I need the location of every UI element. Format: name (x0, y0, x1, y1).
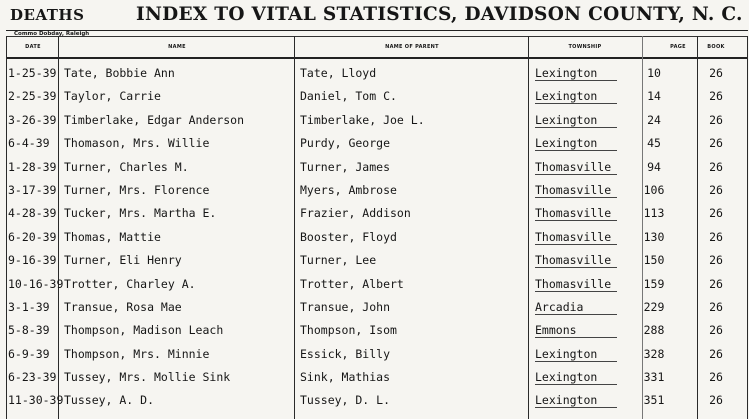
name-cell: Tussey, A. D. (64, 393, 155, 408)
township-cell: Thomasville (535, 229, 612, 244)
parent-cell: Sink, Mathias (300, 370, 391, 385)
date-cell: 6-20-39 (8, 229, 57, 244)
book-cell: 26 (709, 323, 723, 338)
page-cell: 94 (647, 159, 661, 174)
township-cell: Emmons (535, 323, 577, 338)
township-underline (535, 103, 617, 104)
page-cell: 159 (643, 276, 665, 291)
book-cell: 26 (709, 89, 723, 104)
book-cell: 26 (709, 159, 723, 174)
township-cell: Thomasville (535, 253, 612, 268)
date-cell: 3-26-39 (8, 112, 57, 127)
name-cell: Trotter, Charley A. (64, 276, 196, 291)
parent-cell: Tate, Lloyd (300, 66, 377, 80)
page-cell: 113 (643, 206, 665, 221)
page-title: INDEX TO VITAL STATISTICS, DAVIDSON COUNTY, N. C. (136, 4, 743, 25)
table-row (0, 367, 749, 390)
name-cell: Tate, Bobbie Ann (64, 66, 175, 80)
township-underline (535, 291, 617, 292)
township-underline (535, 150, 617, 151)
page-cell: 45 (647, 136, 661, 151)
column-header-name: NAME (168, 44, 186, 50)
township-underline (535, 384, 617, 385)
name-cell: Timberlake, Edgar Anderson (64, 112, 245, 127)
parent-cell: Myers, Ambrose (300, 182, 397, 197)
name-cell: Turner, Eli Henry (64, 253, 182, 268)
parent-cell: Tussey, D. L. (300, 393, 391, 408)
township-underline (535, 337, 617, 338)
township-underline (535, 220, 617, 221)
township-cell: Arcadia (535, 299, 584, 314)
table-row (0, 86, 749, 109)
township-cell: Lexington (535, 393, 598, 408)
column-header-parent: NAME OF PARENT (385, 44, 439, 50)
parent-cell: Thompson, Isom (300, 323, 397, 338)
book-cell: 26 (709, 112, 723, 127)
column-header-township: TOWNSHIP (568, 44, 602, 50)
page-cell: 229 (643, 299, 665, 314)
book-cell: 26 (709, 276, 723, 291)
book-cell: 26 (709, 136, 723, 151)
date-cell: 10-16-39 (8, 276, 64, 291)
name-cell: Turner, Mrs. Florence (64, 182, 210, 197)
township-cell: Thomasville (535, 182, 612, 197)
parent-cell: Daniel, Tom C. (300, 89, 397, 104)
page-cell: 14 (647, 89, 661, 104)
township-underline (535, 267, 617, 268)
date-cell: 3-17-39 (8, 182, 57, 197)
book-cell: 26 (709, 393, 723, 408)
township-cell: Lexington (535, 346, 598, 361)
book-cell: 26 (709, 182, 723, 197)
township-underline (535, 197, 617, 198)
table-row (0, 320, 749, 343)
township-cell: Lexington (535, 66, 598, 80)
date-cell: 1-25-39 (8, 66, 57, 80)
book-cell: 26 (709, 66, 723, 80)
name-cell: Turner, Charles M. (64, 159, 189, 174)
name-cell: Tussey, Mrs. Mollie Sink (64, 370, 231, 385)
table-row (0, 227, 749, 250)
date-cell: 5-8-39 (8, 323, 50, 338)
page-cell: 24 (647, 112, 661, 127)
township-cell: Lexington (535, 89, 598, 104)
name-cell: Transue, Rosa Mae (64, 299, 182, 314)
page-cell: 106 (643, 182, 665, 197)
date-cell: 2-25-39 (8, 89, 57, 104)
parent-cell: Turner, James (300, 159, 391, 174)
printer-imprint: Commo Dobday, Raleigh (14, 31, 90, 37)
top-rule-secondary (6, 36, 748, 37)
date-cell: 6-9-39 (8, 346, 50, 361)
parent-cell: Turner, Lee (300, 253, 377, 268)
date-cell: 3-1-39 (8, 299, 50, 314)
date-cell: 11-30-39 (8, 393, 64, 408)
column-header-book: BOOK (707, 44, 725, 50)
date-cell: 6-4-39 (8, 136, 50, 151)
section-label: DEATHS (10, 6, 85, 24)
date-cell: 9-16-39 (8, 253, 57, 268)
book-cell: 26 (709, 229, 723, 244)
book-cell: 26 (709, 370, 723, 385)
column-header-date: DATE (25, 44, 41, 50)
township-underline (535, 174, 617, 175)
page-cell: 10 (647, 66, 661, 80)
table-row (0, 297, 749, 320)
page-cell: 288 (643, 323, 665, 338)
page-cell: 351 (643, 393, 665, 408)
book-cell: 26 (709, 206, 723, 221)
township-underline (535, 407, 617, 408)
name-cell: Thompson, Madison Leach (64, 323, 224, 338)
township-underline (535, 314, 617, 315)
page-cell: 331 (643, 370, 665, 385)
parent-cell: Timberlake, Joe L. (300, 112, 425, 127)
parent-cell: Transue, John (300, 299, 391, 314)
date-cell: 4-28-39 (8, 206, 57, 221)
parent-cell: Essick, Billy (300, 346, 391, 361)
table-row (0, 390, 749, 413)
top-rule (6, 30, 748, 31)
township-cell: Thomasville (535, 206, 612, 221)
township-cell: Lexington (535, 136, 598, 151)
township-underline (535, 80, 617, 81)
parent-cell: Frazier, Addison (300, 206, 411, 221)
parent-cell: Trotter, Albert (300, 276, 404, 291)
page-cell: 328 (643, 346, 665, 361)
township-underline (535, 244, 617, 245)
date-cell: 1-28-39 (8, 159, 57, 174)
township-cell: Thomasville (535, 276, 612, 291)
book-cell: 26 (709, 299, 723, 314)
name-cell: Tucker, Mrs. Martha E. (64, 206, 217, 221)
book-cell: 26 (709, 346, 723, 361)
name-cell: Taylor, Carrie (64, 89, 161, 104)
table-row (0, 180, 749, 203)
table-row (0, 250, 749, 273)
index-table (0, 63, 749, 414)
table-row (0, 274, 749, 297)
date-cell: 6-23-39 (8, 370, 57, 385)
page-cell: 150 (643, 253, 665, 268)
table-row (0, 344, 749, 367)
parent-cell: Booster, Floyd (300, 229, 397, 244)
township-cell: Lexington (535, 370, 598, 385)
column-header-page: PAGE (670, 44, 686, 50)
name-cell: Thompson, Mrs. Minnie (64, 346, 210, 361)
township-cell: Lexington (535, 112, 598, 127)
book-cell: 26 (709, 253, 723, 268)
table-row (0, 203, 749, 226)
name-cell: Thomas, Mattie (64, 229, 161, 244)
table-row (0, 63, 749, 86)
parent-cell: Purdy, George (300, 136, 391, 151)
table-row (0, 110, 749, 133)
header-rule (6, 57, 748, 59)
name-cell: Thomason, Mrs. Willie (64, 136, 210, 151)
township-underline (535, 361, 617, 362)
township-cell: Thomasville (535, 159, 612, 174)
table-row (0, 157, 749, 180)
page-cell: 130 (643, 229, 665, 244)
township-underline (535, 127, 617, 128)
table-row (0, 133, 749, 156)
